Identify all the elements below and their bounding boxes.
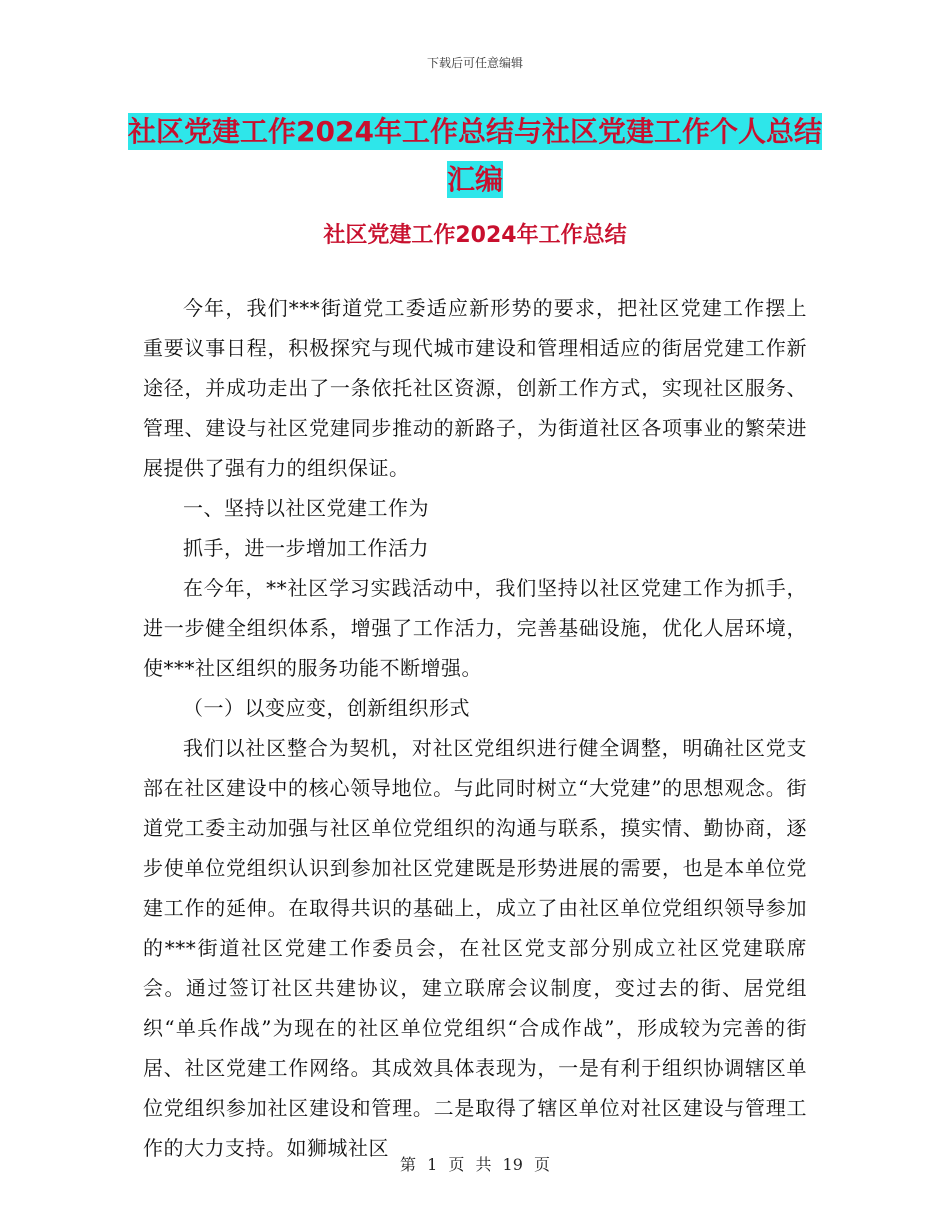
paragraph: 今年，我们***街道党工委适应新形势的要求，把社区党建工作摆上重要议事日程，积极探究与现代城市建设和管理相适应的街居党建工作新途径，并成功走出了一条依托社区资源，创新工作方式，实现社区服务、管理、建设与社区党建同步推动的新路子，为街道社区各项事业的繁荣进展提供了强有力的组织保证。 (143, 296, 807, 480)
document-title (120, 108, 830, 204)
paragraph: 抓手，进一步增加工作活力 (183, 536, 429, 560)
page-footer: 第 1 页 共 19 页 (400, 1155, 550, 1174)
header-note: 下载后可任意编辑 (426, 56, 523, 70)
paragraph: 一、坚持以社区党建工作为 (183, 496, 429, 520)
paragraph: （一）以变应变，创新组织形式 (183, 696, 470, 720)
document-body (143, 288, 807, 1168)
paragraph: 在今年，**社区学习实践活动中，我们坚持以社区党建工作为抓手，进一步健全组织体系，增强了工作活力，完善基础设施，优化人居环境，使***社区组织的服务功能不断增强。 (143, 576, 807, 680)
section-title: 社区党建工作2024年工作总结 (323, 223, 627, 248)
paragraph: 我们以社区整合为契机，对社区党组织进行健全调整，明确社区党支部在社区建设中的核心领导地位。与此同时树立“大党建”的思想观念。街道党工委主动加强与社区单位党组织的沟通与联系，摸实情、勤协商，逐步使单位党组织认识到参加社区党建既是形势进展的需要，也是本单位党建工作的延伸。在取得共识的基础上，成立了由社区单位党组织领导参加的***街道社区党建工作委员会，在社区党支部分别成立社区党建联席会。通过签订社区共建协议，建立联席会议制度，变过去的街、居党组织“单兵作战”为现在的社区单位党组织“合成作战”，形成较为完善的街居、社区党建工作网络。其成效具体表现为，一是有利于组织协调辖区单位党组织参加社区建设和管理。二是取得了辖区单位对社区建设与管理工作的大力支持。如狮城社区 (143, 736, 807, 1160)
document-title-text: 社区党建工作2024年工作总结与社区党建工作个人总结汇编 (128, 115, 822, 196)
